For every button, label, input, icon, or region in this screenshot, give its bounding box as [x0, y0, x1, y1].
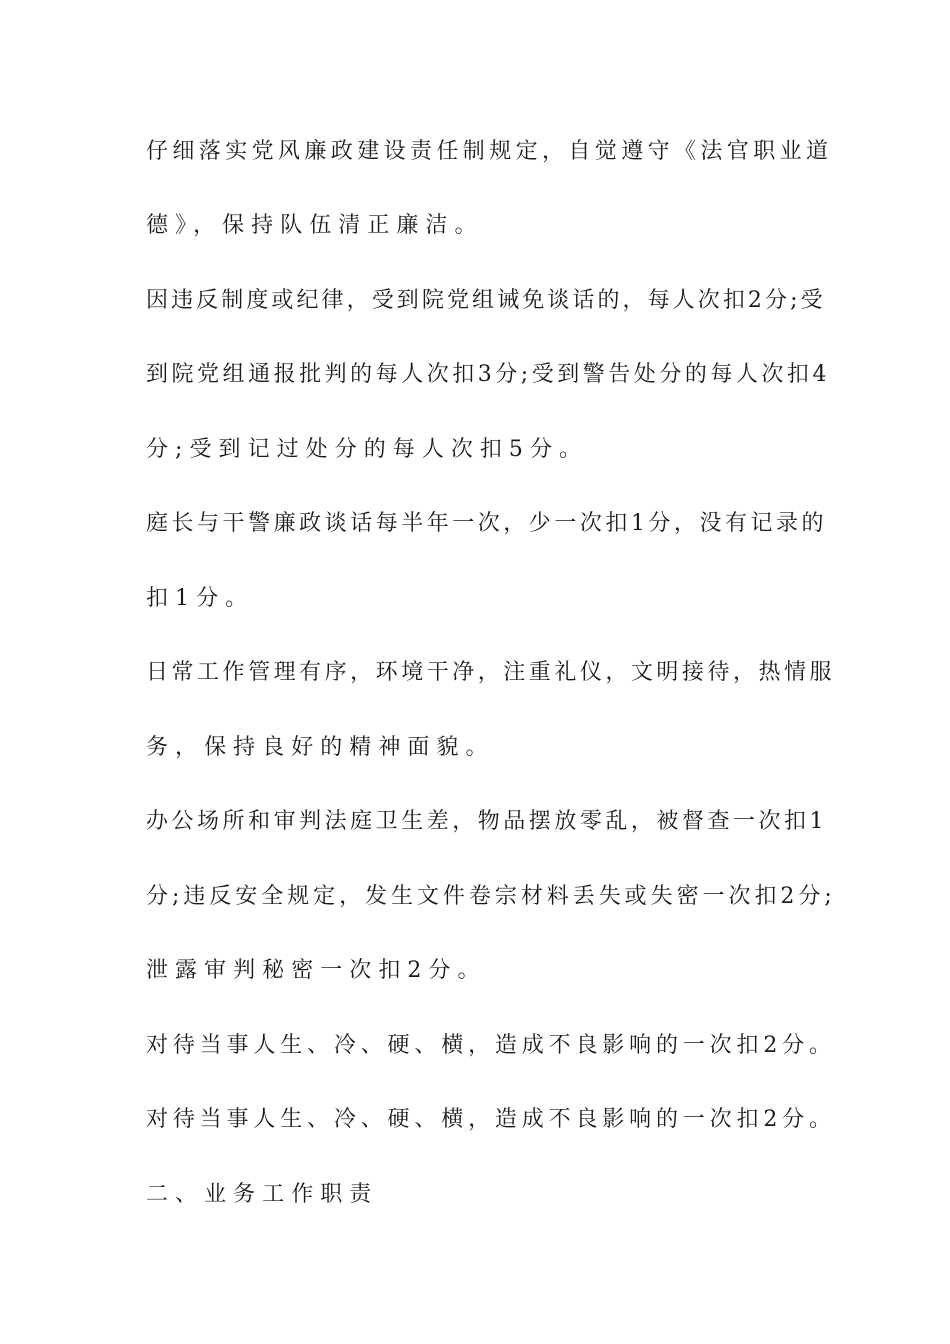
text-line: 庭长与干警廉政谈话每半年一次，少一次扣1分，没有记录的	[146, 511, 828, 536]
text-line: 对待当事人生、冷、硬、横，造成不良影响的一次扣2分。	[146, 1107, 836, 1132]
text-line: 分;违反安全规定，发生文件卷宗材料丢失或失密一次扣2分;	[146, 884, 836, 909]
text-line: 泄露审判秘密一次扣2分。	[146, 958, 487, 983]
section-heading: 二、业务工作职责	[146, 1182, 379, 1207]
text-line: 务，保持良好的精神面貌。	[146, 735, 495, 760]
text-line: 仔细落实党风廉政建设责任制规定，自觉遵守《法官职业道	[146, 139, 833, 164]
text-line: 对待当事人生、冷、硬、横，造成不良影响的一次扣2分。	[146, 1033, 836, 1058]
text-line: 因违反制度或纪律，受到院党组诫免谈话的，每人次扣2分;受	[146, 288, 826, 313]
text-line: 德》，保持队伍清正廉洁。	[146, 213, 484, 238]
text-line: 到院党组通报批判的每人次扣3分;受到警告处分的每人次扣4	[146, 362, 830, 387]
text-line: 扣1分。	[146, 586, 255, 611]
text-line: 办公场所和审判法庭卫生差，物品摆放零乱，被督查一次扣1	[146, 809, 828, 834]
text-line: 分;受到记过处分的每人次扣5分。	[146, 437, 589, 462]
text-line: 日常工作管理有序，环境干净，注重礼仪，文明接待，热情服	[146, 660, 836, 685]
